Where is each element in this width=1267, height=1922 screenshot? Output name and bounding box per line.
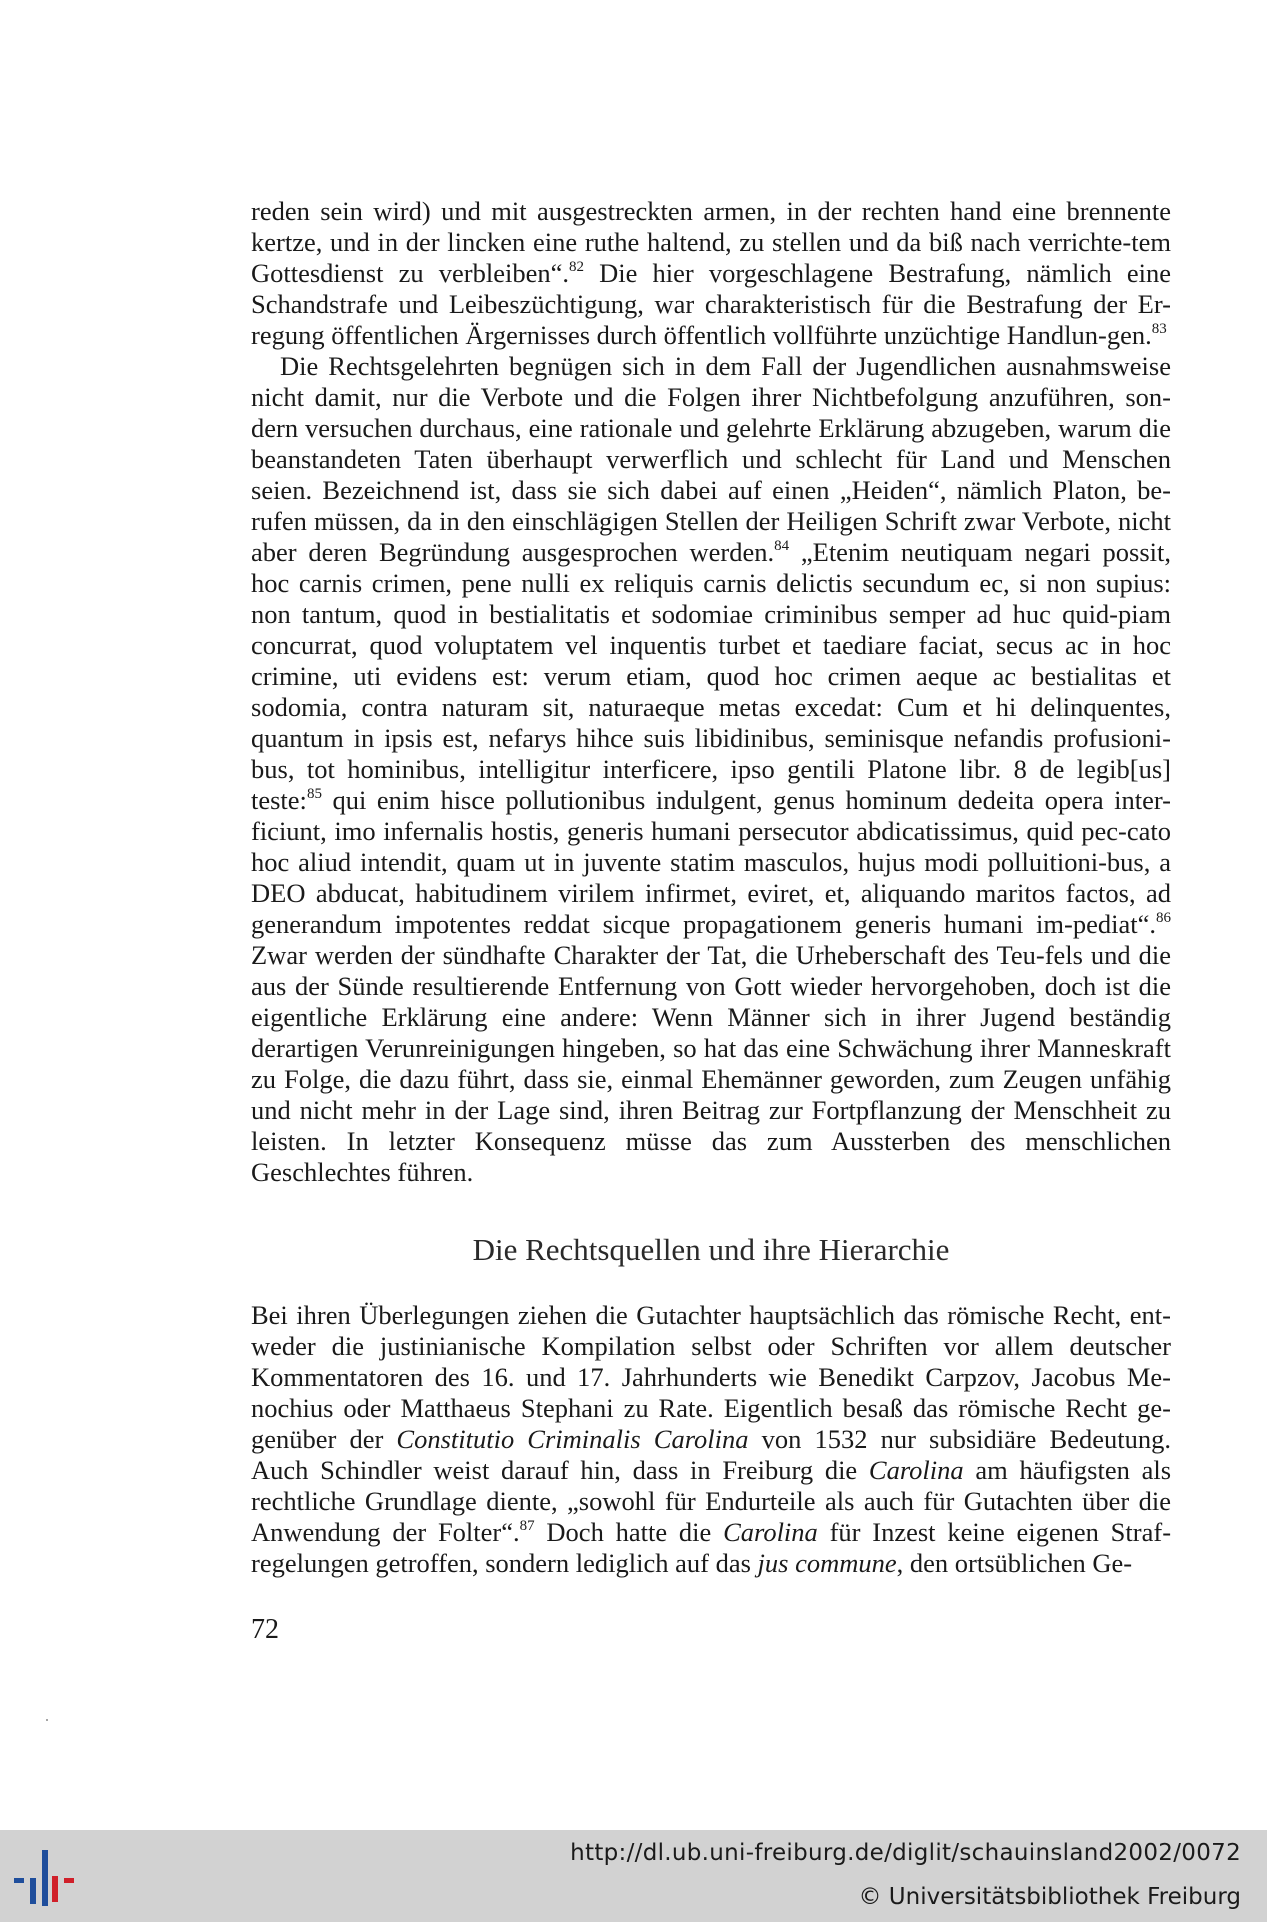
footnote-ref-86[interactable]: 86 <box>1156 910 1171 927</box>
footer-bar <box>0 1830 1267 1922</box>
paragraph-2: Die Rechtsgelehrten begnügen sich in dem Fall der Jugendlichen ausnahmsweise nicht damit, nur die Verbote und die Folgen ihrer Nichtbefolgung anzuführen, son-dern versuchen durchaus, eine rationale und gelehrte Erklärung abzugeben, warum die beanstandeten Taten überhaupt verwerflich und schlecht für Land und Menschen seien. Bezeichnend ist, dass sie sich dabei auf einen „Heiden“, nämlich Platon, be-rufen müssen, da in den einschlägigen Stellen der Heiligen Schrift zwar Verbote, nicht aber deren Begründung ausgesprochen werden.$^{84}$ „Etenim neutiquam negari possit, hoc carnis crimen, pene nulli ex reliquis carnis delictis secundum ec, si non supius: non tantum, quod in bestialitatis et sodomiae criminibus semper ad huc quid-piam concurrat, quod voluptatem vel inquentis turbet et taediare faciat, secus ac in hoc crimine, uti evidens est: verum etiam, quod hoc crimen aeque ac bestialitas et sodomia, contra naturam sit, naturaeque metas excedat: Cum et hi delinquentes, quantum in ipsis est, nefarys hihce suis libidinibus, seminisque nefandis profusioni-bus, tot hominibus, intelligitur interficere, ipso gentili Platone libr. 8 de legib[us] teste:$^{85}$ qui enim hisce pollutionibus indulgent, genus hominum dedeita opera inter-ficiunt, imo infernalis hostis, generis humani persecutor abdicatissimus, quid pec-cato hoc aliud intendit, quam ut in juvente statim masculos, hujus modi polluitioni-bus, a DEO abducat, habitudinem virilem infirmet, eviret, et, aliquando maritos factos, ad generandum impotentes reddat sicque propagationem generis humani im-pediat“.$^{86}$ Zwar werden der sündhafte Charakter der Tat, die Urheberschaft des Teu-fels und die aus der Sünde resultierende Entfernung von Gott wieder hervorgehoben, doch ist die eigentliche Erklärung eine andere: Wenn Männer sich in ihrer Jugend beständig derartigen Verunreinigungen hingeben, so hat das eine Schwächung ihrer Manneskraft zu Folge, die dazu führt, dass sie, einmal Ehemänner geworden, zum Zeugen unfähig und nicht mehr in der Lage sind, ihren Beitrag zur Fortpflanzung der Menschheit zu leisten. In letzter Konsequenz müsse das zum Aussterben des menschlichen Geschlechtes führen. <box>251 351 1171 1187</box>
scan-speck <box>46 1719 48 1721</box>
body-text <box>251 196 1171 1579</box>
footnote-ref-84[interactable]: 84 <box>774 538 790 555</box>
footnote-ref-83[interactable]: 83 <box>1151 321 1167 338</box>
footnote-ref-85[interactable]: 85 <box>306 786 322 803</box>
ub-freiburg-logo-icon <box>12 1850 80 1910</box>
paragraph-1: reden sein wird) und mit ausgestreckten armen, in der rechten hand eine brennente kertze, und in der lincken eine ruthe haltend, zu stellen und da biß nach verrichte-tem Gottesdienst zu verbleiben“.$^{82}$ Die hier vorgeschlagene Bestrafung, nämlich eine Schandstrafe und Leibeszüchtigung, war charakteristisch für die Bestrafung der Er-regung öffentlichen Ärgernisses durch öffentlich vollführte unzüchtige Handlun-gen.$^{83}$ <box>251 196 1171 350</box>
copyright-text: © Universitätsbibliothek Freiburg <box>858 1884 1241 1910</box>
document-url-link[interactable]: http://dl.ub.uni-freiburg.de/diglit/schauinsland2002/0072 <box>570 1840 1241 1866</box>
paragraph-3: Bei ihren Überlegungen ziehen die Gutachter hauptsächlich das römische Recht, ent-weder die justinianische Kompilation selbst oder Schriften vor allem deutscher Kommentatoren des 16. und 17. Jahrhunderts wie Benedikt Carpzov, Jacobus Me-nochius oder Matthaeus Stephani zu Rate. Eigentlich besaß das römische Recht ge-genüber der Constitutio Criminalis Carolina von 1532 nur subsidiäre Bedeutung. Auch Schindler weist darauf hin, dass in Freiburg die Carolina am häufigsten als rechtliche Grundlage diente, „sowohl für Endurteile als auch für Gutachten über die Anwendung der Folter“.$^{87}$ Doch hatte die Carolina für Inzest keine eigenen Straf-regelungen getroffen, sondern lediglich auf das jus commune, den ortsüblichen Ge- <box>251 1300 1172 1578</box>
page-number: 72 <box>251 1614 279 1645</box>
footnote-ref-87[interactable]: 87 <box>519 1518 535 1535</box>
section-heading: Die Rechtsquellen und ihre Hierarchie <box>472 1232 950 1267</box>
footnote-ref-82[interactable]: 82 <box>569 259 584 276</box>
